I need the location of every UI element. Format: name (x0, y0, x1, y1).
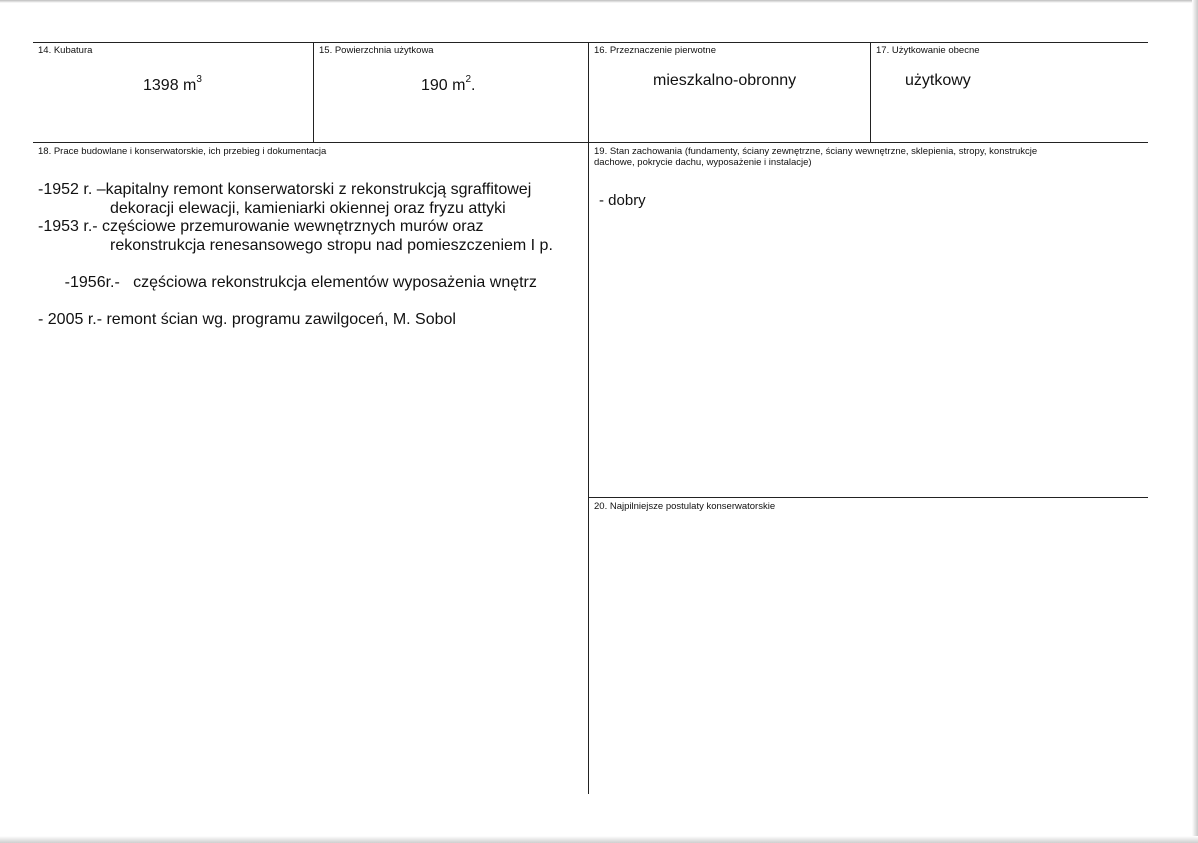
scan-edge-top (0, 0, 1198, 3)
postulaty-label: 20. Najpilniejsze postulaty konserwatorskie (594, 501, 776, 512)
uzytkowanie-label: 17. Użytkowanie obecne (876, 45, 980, 56)
col-divider-15-16 (588, 42, 589, 794)
prace-entry-continuation: rekonstrukcja renesansowego stropu nad pomieszczeniem I p. (110, 236, 553, 254)
section-19-20-divider (588, 497, 1148, 498)
row-divider (33, 142, 1148, 143)
prace-entry-line: -1953 r.- częściowe przemurowanie wewnętrznych murów oraz (38, 218, 484, 235)
kubatura-number: 1398 m (143, 77, 197, 94)
powierzchnia-label: 15. Powierzchnia użytkowa (319, 45, 434, 56)
stan-label: 19. Stan zachowania (fundamenty, ściany zewnętrzne, ściany wewnętrzne, sklepienia, stropy, konstrukcje dachowe, pokrycie dachu, wyposażenie i instalacje) (594, 146, 1038, 168)
prace-label: 18. Prace budowlane i konserwatorskie, ich przebieg i dokumentacja (38, 146, 327, 157)
prace-entry-line: -1956r.- częściowa rekonstrukcja elementów wyposażenia wnętrz (64, 273, 537, 291)
col-divider-16-17 (870, 42, 871, 143)
kubatura-value (143, 71, 202, 95)
scan-edge-bottom (0, 836, 1198, 843)
scan-edge-right (1192, 0, 1198, 843)
prace-entry-line: -1952 r. –kapitalny remont konserwatorski z rekonstrukcją sgraffitowej (38, 181, 532, 198)
prace-entry-1953 (38, 218, 553, 255)
powierzchnia-suffix: . (471, 77, 476, 94)
prace-entries (38, 181, 553, 329)
col-divider-14-15 (313, 42, 314, 143)
prace-entry-1956 (38, 255, 553, 311)
powierzchnia-exponent: 2 (465, 74, 472, 85)
powierzchnia-number: 190 m (421, 77, 466, 94)
uzytkowanie-value: użytkowy (905, 72, 971, 89)
prace-entry-2005 (38, 311, 553, 330)
powierzchnia-value (421, 71, 475, 95)
prace-entry-line: - 2005 r.- remont ścian wg. programu zawilgoceń, M. Sobol (38, 310, 456, 328)
przeznaczenie-value: mieszkalno-obronny (653, 72, 797, 89)
stan-value: - dobry (599, 192, 646, 209)
top-border (33, 42, 1148, 43)
kubatura-label: 14. Kubatura (38, 45, 93, 56)
kubatura-exponent: 3 (196, 74, 202, 85)
prace-entry-continuation: dekoracji elewacji, kamieniarki okiennej oraz fryzu attyki (110, 199, 506, 217)
przeznaczenie-label: 16. Przeznaczenie pierwotne (594, 45, 716, 56)
prace-entry-1952 (38, 181, 553, 218)
